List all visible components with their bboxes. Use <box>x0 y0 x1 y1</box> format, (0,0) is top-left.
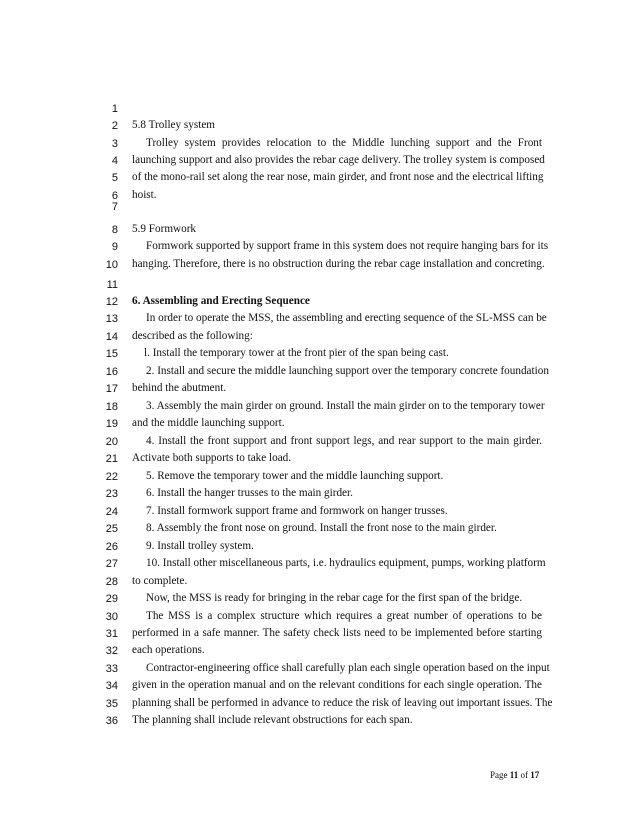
footer-page-word: Page <box>490 770 508 780</box>
line-number: 17 <box>105 383 118 395</box>
text-line: performed in a safe manner. The safety check lists need to be implemented before starting <box>132 627 542 639</box>
line-number: 19 <box>105 418 118 430</box>
text-line: 7. Install formwork support frame and formwork on hanger trusses. <box>146 505 448 517</box>
text-line: planning shall be performed in advance to reduce the risk of leaving out important issues. The <box>132 697 553 709</box>
line-number: 35 <box>105 698 118 710</box>
text-line: 5.8 Trolley system <box>132 119 215 131</box>
text-line: launching support and also provides the rebar cage delivery. The trolley system is composed <box>132 154 545 166</box>
text-line: hoist. <box>132 189 157 201</box>
line-number: 28 <box>105 576 118 588</box>
line-number: 21 <box>105 453 118 465</box>
line-number: 7 <box>111 201 118 213</box>
line-number: 4 <box>111 155 118 167</box>
text-line: 5. Remove the temporary tower and the middle launching support. <box>146 470 444 482</box>
line-number: 1 <box>111 103 118 115</box>
line-number: 22 <box>105 471 118 483</box>
text-line: given in the operation manual and on the relevant conditions for each single operation. The <box>132 679 542 691</box>
line-number: 11 <box>106 279 118 291</box>
line-number: 13 <box>105 313 118 325</box>
text-line: to complete. <box>132 575 188 587</box>
line-number: 29 <box>105 593 118 605</box>
line-number: 23 <box>105 488 118 500</box>
line-number: 2 <box>111 120 118 132</box>
line-number: 33 <box>105 663 118 675</box>
line-number: 12 <box>105 296 118 308</box>
line-number: 15 <box>105 348 118 360</box>
line-number: 3 <box>111 138 118 150</box>
text-line: In order to operate the MSS, the assembling and erecting sequence of the SL-MSS can be <box>146 312 547 324</box>
line-number: 34 <box>105 680 118 692</box>
line-number: 27 <box>105 558 118 570</box>
text-line: 3. Assembly the main girder on ground. Install the main girder on to the temporary tower <box>146 400 545 412</box>
text-line: 6. Install the hanger trusses to the main girder. <box>146 487 353 499</box>
text-line: behind the abutment. <box>132 382 227 394</box>
text-line: each operations. <box>132 644 205 656</box>
text-line: Now, the MSS is ready for bringing in the rebar cage for the first span of the bridge. <box>146 592 523 604</box>
text-line: hanging. Therefore, there is no obstruction during the rebar cage installation and concreting. <box>132 258 545 270</box>
line-number: 24 <box>105 506 118 518</box>
line-number: 9 <box>111 241 118 253</box>
line-number: 8 <box>111 224 118 236</box>
line-number: 32 <box>105 645 118 657</box>
text-line: Trolley system provides relocation to the Middle lunching support and the Front <box>146 137 542 149</box>
line-number: 18 <box>105 401 118 413</box>
text-line: Formwork supported by support frame in this system does not require hanging bars for its <box>146 240 549 252</box>
text-line: and the middle launching support. <box>132 417 285 429</box>
line-number: 20 <box>105 436 118 448</box>
text-line: 9. Install trolley system. <box>146 540 254 552</box>
text-line: of the mono-rail set along the rear nose, main girder, and front nose and the electrical lifting <box>132 171 544 183</box>
line-number: 31 <box>105 628 118 640</box>
line-number: 26 <box>105 541 118 553</box>
line-number: 16 <box>105 366 118 378</box>
text-line: Activate both supports to take load. <box>132 452 292 464</box>
text-line: Contractor-engineering office shall carefully plan each single operation based on the input <box>146 662 550 674</box>
text-line: 2. Install and secure the middle launching support over the temporary concrete foundation <box>146 365 549 377</box>
text-line: 4. Install the front support and front support legs, and rear support to the main girder. <box>146 435 542 447</box>
footer-total-pages: 17 <box>530 770 540 780</box>
footer-current-page: 11 <box>509 770 519 780</box>
text-line: 10. Install other miscellaneous parts, i.e. hydraulics equipment, pumps, working platform <box>146 557 546 569</box>
line-number: 30 <box>105 611 118 623</box>
text-line: described as the following: <box>132 330 253 342</box>
text-line: 8. Assembly the front nose on ground. Install the front nose to the main girder. <box>146 522 497 534</box>
text-line: l. Install the temporary tower at the front pier of the span being cast. <box>144 347 449 359</box>
line-number: 10 <box>105 259 118 271</box>
line-number: 36 <box>105 715 118 727</box>
line-number: 6 <box>111 190 118 202</box>
line-number: 5 <box>111 172 118 184</box>
line-number: 14 <box>105 331 118 343</box>
section-heading: 6. Assembling and Erecting Sequence <box>132 295 310 307</box>
line-number: 25 <box>105 523 118 535</box>
text-line: 5.9 Formwork <box>132 223 197 235</box>
footer-of-word: of <box>520 770 529 780</box>
text-line: The planning shall include relevant obstructions for each span. <box>132 714 413 726</box>
page-footer <box>490 770 539 780</box>
text-line: The MSS is a complex structure which requires a great number of operations to be <box>146 610 542 622</box>
